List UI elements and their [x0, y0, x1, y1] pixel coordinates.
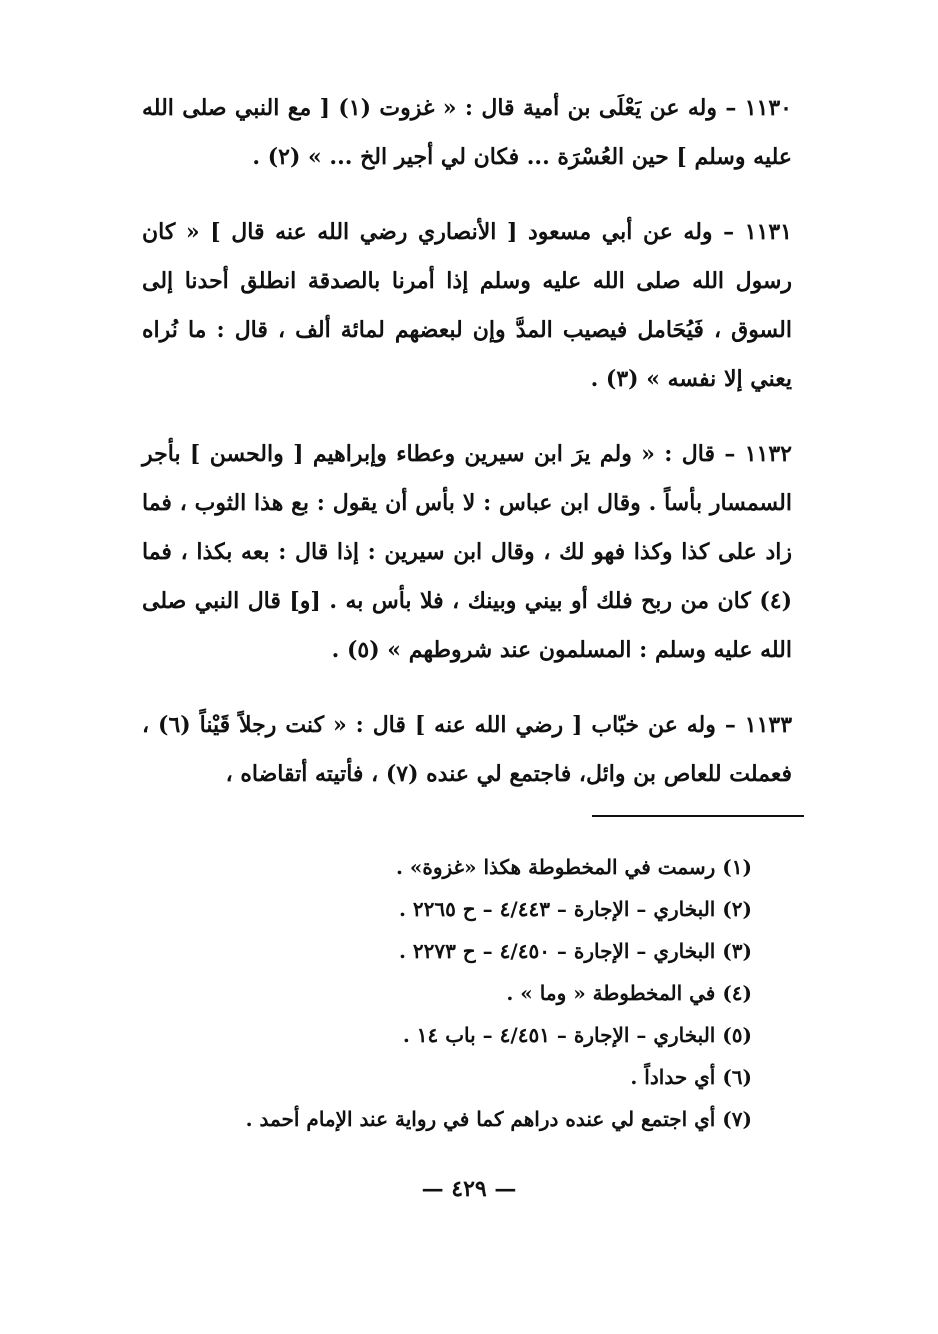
footnote-1: (١) رسمت في المخطوطة هكذا «غزوة» .: [395, 855, 752, 879]
footnotes-list: [152, 846, 752, 1140]
footnote-7: (٧) أي اجتمع لي عنده دراهم كما في رواية عند الإمام أحمد .: [245, 1107, 752, 1131]
hadith-1132: ١١٣٢ – قال : « ولم يرَ ابن سيرين وعطاء وإبراهيم [ والحسن ] بأجر السمسار بأساً . وقال ابن عباس : لا بأس أن يقول : بع هذا الثوب ، فما زاد على كذا وكذا فهو لك ، وقال ابن سيرين : إذا قال : بعه بكذا ، فما (٤) كان من ربح فلك أو بيني وبينك ، فلا بأس به . [و] قال النبي صلى الله عليه وسلم : المسلمون عند شروطهم » (٥) .: [142, 441, 792, 663]
footnote-2: (٢) البخاري – الإجارة – ٤/٤٤٣ – ح ٢٢٦٥ .: [398, 897, 752, 921]
page-number: — ٤٢٩ —: [421, 1176, 517, 1202]
hadith-1130: ١١٣٠ – وله عن يَعْلَى بن أمية قال : « غزوت (١) [ مع النبي صلى الله عليه وسلم ] حين العُسْرَة ... فكان لي أجير الخ ... » (٢) .: [142, 95, 792, 170]
footnote-4: (٤) في المخطوطة « وما » .: [506, 981, 752, 1005]
hadith-1131: ١١٣١ – وله عن أبي مسعود [ الأنصاري رضي الله عنه قال ] « كان رسول الله صلى الله عليه وسلم إذا أمرنا بالصدقة انطلق أحدنا إلى السوق ، فَيُحَامل فيصيب المدَّ وإن لبعضهم لمائة ألف ، قال : ما نُراه يعني إلا نفسه » (٣) .: [142, 219, 792, 392]
footnote-5: (٥) البخاري – الإجارة – ٤/٤٥١ – باب ١٤ .: [402, 1023, 752, 1047]
footnote-3: (٣) البخاري – الإجارة – ٤/٤٥٠ – ح ٢٢٧٣ .: [398, 939, 752, 963]
hadith-1133: ١١٣٣ – وله عن خبّاب [ رضي الله عنه ] قال : « كنت رجلاً قَيْناً (٦) ، فعملت للعاص بن وائل، فاجتمع لي عنده (٧) ، فأتيته أتقاضاه ،: [142, 712, 793, 787]
footnote-divider: [592, 815, 804, 817]
footnote-6: (٦) أي حداداً .: [630, 1065, 752, 1089]
main-text: [142, 84, 792, 799]
